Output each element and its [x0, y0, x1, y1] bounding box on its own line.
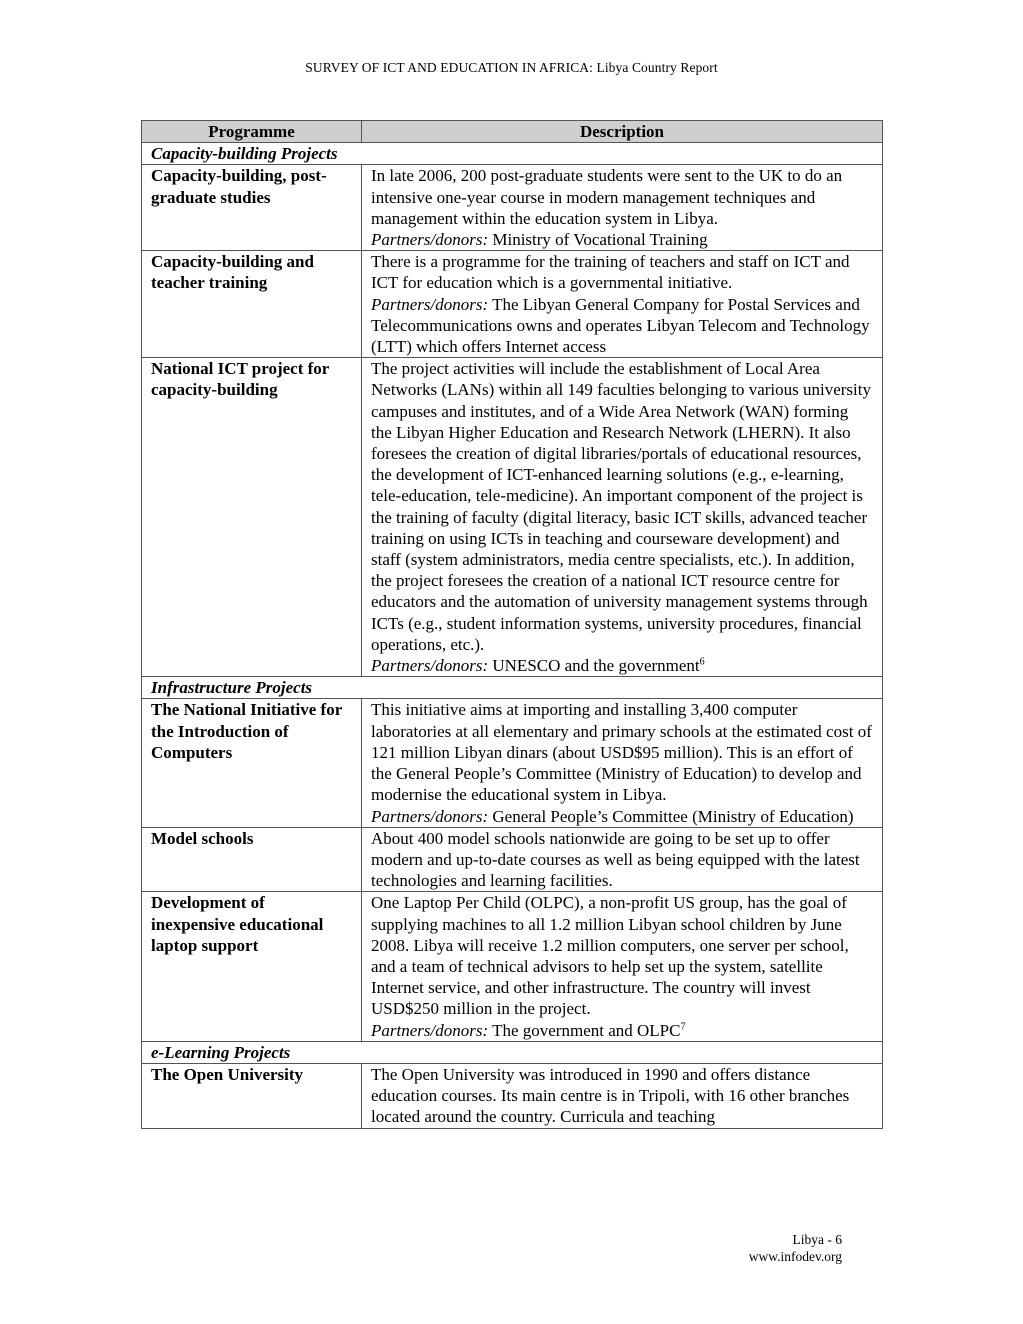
description-cell	[362, 358, 883, 677]
column-header-programme: Programme	[142, 121, 362, 143]
description-text: There is a programme for the training of teachers and staff on ICT and ICT for education which is a governmental initiative.	[371, 252, 850, 293]
footer-url: www.infodev.org	[748, 1249, 842, 1264]
programme-cell: National ICT project for capacity-building	[142, 358, 362, 677]
table-row	[142, 892, 883, 1041]
programme-cell: Model schools	[142, 827, 362, 892]
table-row	[142, 827, 883, 892]
page-footer	[749, 1231, 842, 1265]
partners-value: The Libyan General Company for Postal Services and Telecommunications owns and operates Libyan Telecom and Technology (LTT) which offers Internet access	[371, 294, 870, 357]
partners-label: Partners/donors:	[371, 294, 489, 314]
footnote-marker: 6	[699, 656, 705, 668]
table-row	[142, 1063, 883, 1128]
table-row	[142, 699, 883, 827]
table-row	[142, 251, 883, 358]
partners-label: Partners/donors:	[371, 1020, 489, 1040]
partners-value: The government and OLPC	[492, 1020, 681, 1040]
programme-cell: The National Initiative for the Introduction of Computers	[142, 699, 362, 827]
partners-label: Partners/donors:	[371, 806, 489, 826]
programme-cell: Capacity-building and teacher training	[142, 251, 362, 358]
section-row	[142, 677, 883, 699]
partners-line	[371, 1020, 873, 1041]
table-row	[142, 358, 883, 677]
partners-label: Partners/donors:	[371, 656, 489, 676]
partners-label: Partners/donors:	[371, 230, 489, 250]
description-text: One Laptop Per Child (OLPC), a non-profit US group, has the goal of supplying machines to all 1.2 million Libyan school children by June 2008. Libya will receive 1.2 million computers, one server per school, and a team of technical advisors to help set up the system, satellite Internet service, and other infrastructure. The country will invest USD$250 million in the project.	[371, 893, 849, 1019]
table-row	[142, 165, 883, 251]
description-text: About 400 model schools nationwide are going to be set up to offer modern and up-to-date courses as well as being equipped with the latest technologies and learning facilities.	[371, 828, 860, 891]
description-cell	[362, 827, 883, 892]
section-title: Capacity-building Projects	[142, 143, 883, 165]
section-title: Infrastructure Projects	[142, 677, 883, 699]
description-text: In late 2006, 200 post-graduate students were sent to the UK to do an intensive one-year course in modern management techniques and management within the education system in Libya.	[371, 166, 843, 228]
partners-line	[371, 655, 873, 676]
footnote-marker: 7	[680, 1020, 686, 1032]
description-cell	[362, 251, 883, 358]
partners-line	[371, 229, 873, 250]
description-text: The project activities will include the establishment of Local Area Networks (LANs) within all 149 faculties belonging to various university campuses and institutes, and of a Wide Area Network (WAN) forming the Libyan Higher Education and Research Network (LHERN). It also foresees the creation of digital libraries/portals of educational resources, the development of ICT-enhanced learning solutions (e.g., e-learning, tele-education, tele-medicine). An important component of the project is the training of faculty (digital literacy, basic ICT skills, advanced teacher training on using ICTs in teaching and courseware development) and staff (system administrators, media centre specialists, etc.). In addition, the project foresees the creation of a national ICT resource centre for educators and the automation of university management systems through ICTs (e.g., student information systems, university procedures, financial operations, etc.).	[371, 359, 871, 654]
description-cell	[362, 892, 883, 1041]
description-cell	[362, 1063, 883, 1128]
section-title: e-Learning Projects	[142, 1041, 883, 1063]
partners-line	[371, 806, 873, 827]
programme-table	[141, 120, 883, 1129]
description-text: The Open University was introduced in 1990 and offers distance education courses. Its main centre is in Tripoli, with 16 other branches located around the country. Curricula and teaching	[371, 1064, 850, 1127]
description-cell	[362, 165, 883, 251]
column-header-description: Description	[362, 121, 883, 143]
programme-cell: The Open University	[142, 1063, 362, 1128]
partners-value: Ministry of Vocational Training	[492, 230, 708, 250]
programme-cell: Capacity-building, post-graduate studies	[142, 165, 362, 251]
table-header-row	[142, 121, 883, 143]
description-cell	[362, 699, 883, 827]
partners-value: UNESCO and the government	[492, 656, 700, 676]
description-text: This initiative aims at importing and installing 3,400 computer laboratories at all elementary and primary schools at the estimated cost of 121 million Libyan dinars (about USD$95 million). This is an effort of the General People’s Committee (Ministry of Education) to develop and modernise the educational system in Libya.	[371, 700, 872, 805]
section-row	[142, 143, 883, 165]
partners-value: General People’s Committee (Ministry of Education)	[492, 806, 854, 826]
page-number: Libya - 6	[792, 1232, 842, 1247]
partners-line	[371, 294, 873, 358]
table-body	[142, 143, 883, 1128]
section-row	[142, 1041, 883, 1063]
page-header: SURVEY OF ICT AND EDUCATION IN AFRICA: Libya Country Report	[305, 60, 718, 75]
programme-cell: Development of inexpensive educational laptop support	[142, 892, 362, 1041]
